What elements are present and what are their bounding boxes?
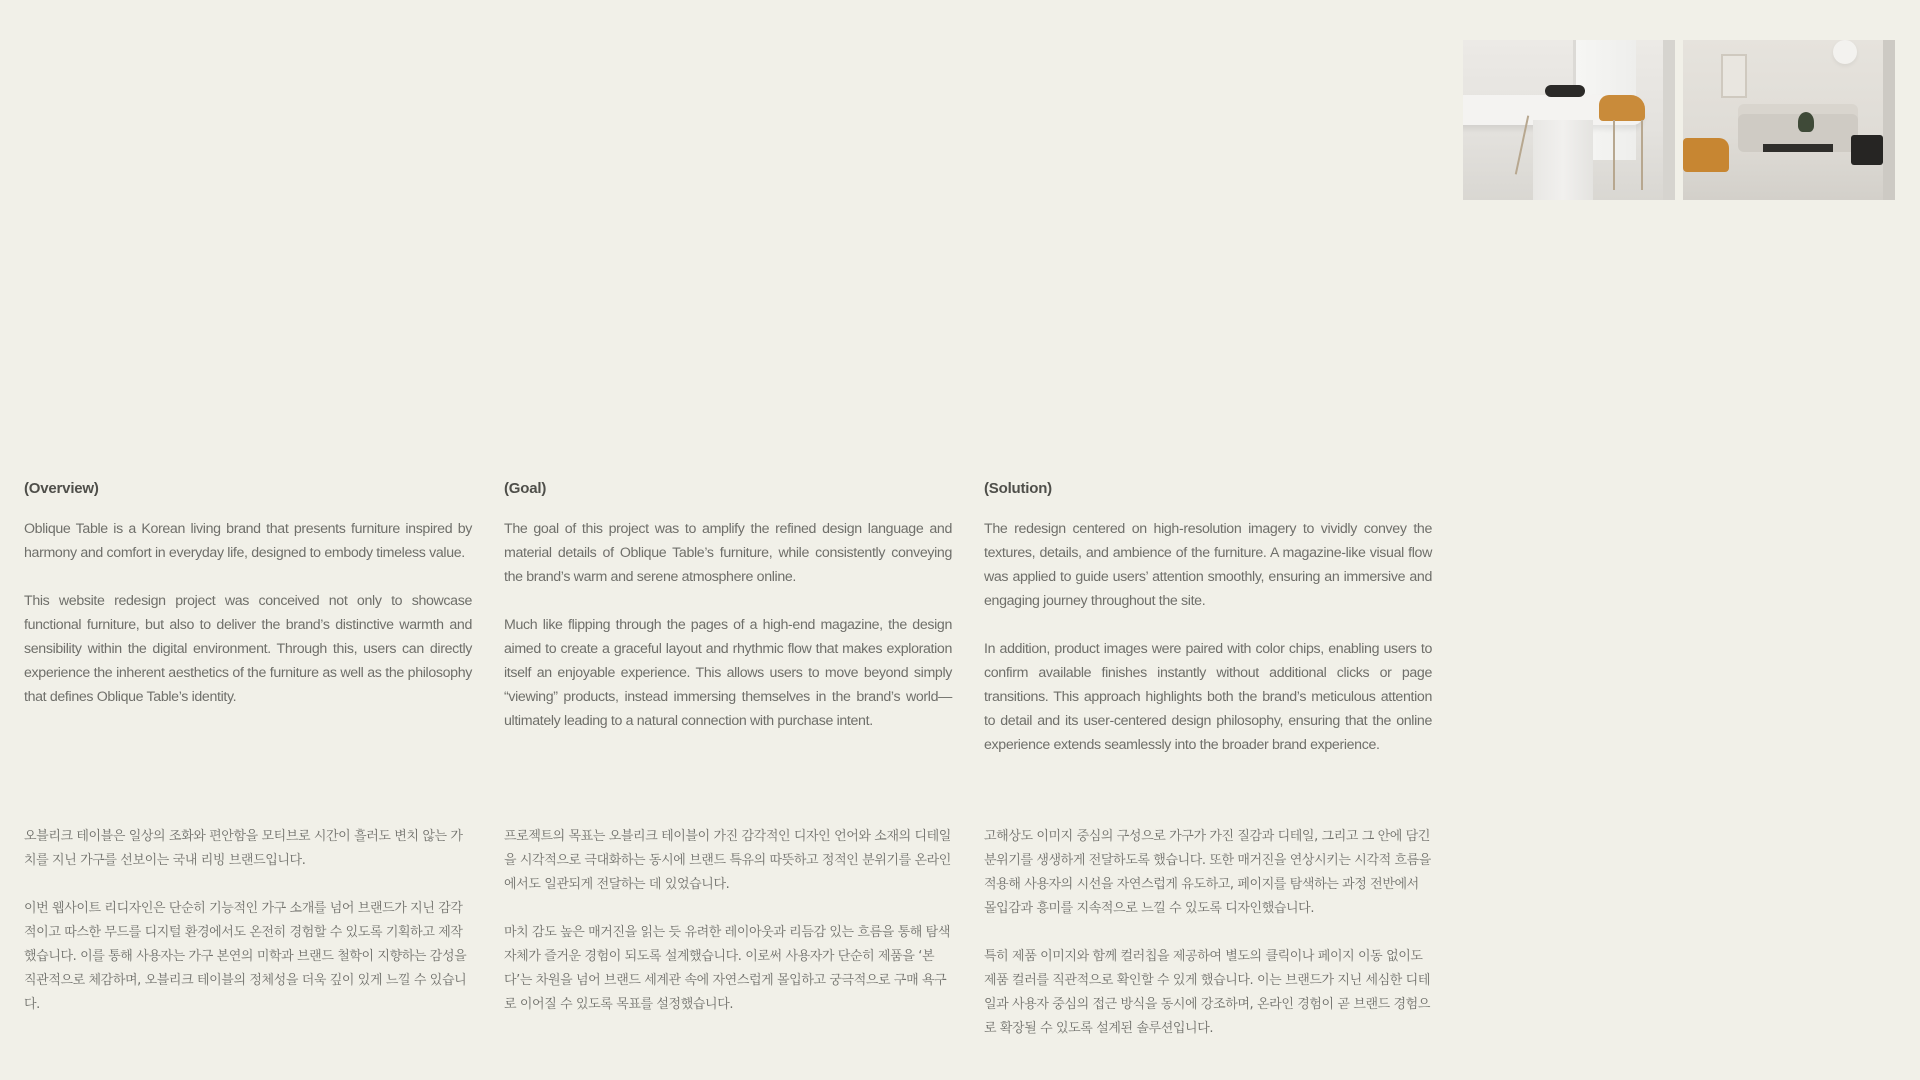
overview-en-paragraph-2: This website redesign project was conceived not only to showcase functional furniture, but also to deliver the brand’s distinctive warmth and sensibility within the digital environment. Through this, users can directly experience the inherent aesthetics of the furniture as well as the philosophy that defines Oblique Table’s identity.	[24, 593, 472, 705]
goal-ko-paragraph-1: 프로젝트의 목표는 오블리크 테이블이 가진 감각적인 디자인 언어와 소재의 디테일을 시각적으로 극대화하는 동시에 브랜드 특유의 따뜻하고 정적인 분위기를 온라인에서도 일관되게 전달하는 데 있었습니다.	[504, 829, 951, 892]
goal-heading: (Goal)	[504, 480, 547, 497]
overview-ko-paragraph-2: 이번 웹사이트 리디자인은 단순히 기능적인 가구 소개를 넘어 브랜드가 지닌 감각적이고 따스한 무드를 디지털 환경에서도 온전히 경험할 수 있도록 기획하고 제작했습니다. 이를 통해 사용자는 가구 본연의 미학과 브랜드 철학이 지향하는 감성을 직관적으로 체감하며, 오블리크 테이블의 정체성을 더욱 깊이 있게 느낄 수 있습니다.	[24, 901, 467, 1012]
overview-korean	[24, 825, 472, 1041]
content-columns	[24, 480, 1432, 781]
goal-english	[504, 517, 952, 733]
dining-table-photo	[1463, 40, 1675, 200]
overview-heading: (Overview)	[24, 480, 99, 497]
solution-en-paragraph-1: The redesign centered on high-resolution imagery to vividly convey the textures, details, and ambience of the furniture. A magazine-like visual flow was applied to guide users’ attention smoothly, ensuring an immersive and engaging journey throughout the site.	[984, 521, 1432, 609]
overview-en-paragraph-1: Oblique Table is a Korean living brand that presents furniture inspired by harmony and comfort in everyday life, designed to embody timeless value.	[24, 521, 472, 561]
solution-column	[984, 480, 1432, 781]
solution-heading: (Solution)	[984, 480, 1052, 497]
solution-ko-paragraph-2: 특히 제품 이미지와 함께 컬러칩을 제공하여 별도의 클릭이나 페이지 이동 없이도 제품 컬러를 직관적으로 확인할 수 있게 했습니다. 이는 브랜드가 지닌 세심한 디테일과 사용자 중심의 접근 방식을 동시에 강조하며, 온라인 경험이 곧 브랜드 경험으로 확장될 수 있도록 설계된 솔루션입니다.	[984, 949, 1431, 1036]
goal-en-paragraph-2: Much like flipping through the pages of a high-end magazine, the design aimed to create a graceful layout and rhythmic flow that makes exploration itself an enjoyable experience. This allows users to move beyond simply “viewing” products, instead immersing themselves in the brand’s world—ultimately leading to a natural connection with purchase intent.	[504, 617, 952, 729]
solution-ko-paragraph-1: 고해상도 이미지 중심의 구성으로 가구가 가진 질감과 디테일, 그리고 그 안에 담긴 분위기를 생생하게 전달하도록 했습니다. 또한 매거진을 연상시키는 시각적 흐름을 적용해 사용자의 시선을 자연스럽게 유도하고, 페이지를 탐색하는 과정 전반에서 몰입감과 흥미를 지속적으로 느낄 수 있도록 디자인했습니다.	[984, 829, 1431, 916]
solution-en-paragraph-2: In addition, product images were paired with color chips, enabling users to confirm available finishes instantly without additional clicks or page transitions. This approach highlights both the brand’s meticulous attention to detail and its user-centered design philosophy, ensuring that the online experience extends seamlessly into the broader brand experience.	[984, 641, 1432, 753]
goal-en-paragraph-1: The goal of this project was to amplify the refined design language and material details of Oblique Table’s furniture, while consistently conveying the brand’s warm and serene atmosphere online.	[504, 521, 952, 585]
overview-column	[24, 480, 472, 781]
project-photos	[1463, 40, 1895, 200]
solution-korean	[984, 825, 1432, 1065]
overview-english	[24, 517, 472, 709]
solution-english	[984, 517, 1432, 757]
goal-korean	[504, 825, 952, 1041]
goal-ko-paragraph-2: 마치 감도 높은 매거진을 읽는 듯 유려한 레이아웃과 리듬감 있는 흐름을 통해 탐색 자체가 즐거운 경험이 되도록 설계했습니다. 이로써 사용자가 단순히 제품을 ‘본다’는 차원을 넘어 브랜드 세계관 속에 자연스럽게 몰입하고 궁극적으로 구매 욕구로 이어질 수 있도록 목표를 설정했습니다.	[504, 925, 951, 1012]
goal-column	[504, 480, 952, 781]
living-room-photo	[1683, 40, 1895, 200]
overview-ko-paragraph-1: 오블리크 테이블은 일상의 조화와 편안함을 모티브로 시간이 흘러도 변치 않는 가치를 지닌 가구를 선보이는 국내 리빙 브랜드입니다.	[24, 829, 463, 868]
